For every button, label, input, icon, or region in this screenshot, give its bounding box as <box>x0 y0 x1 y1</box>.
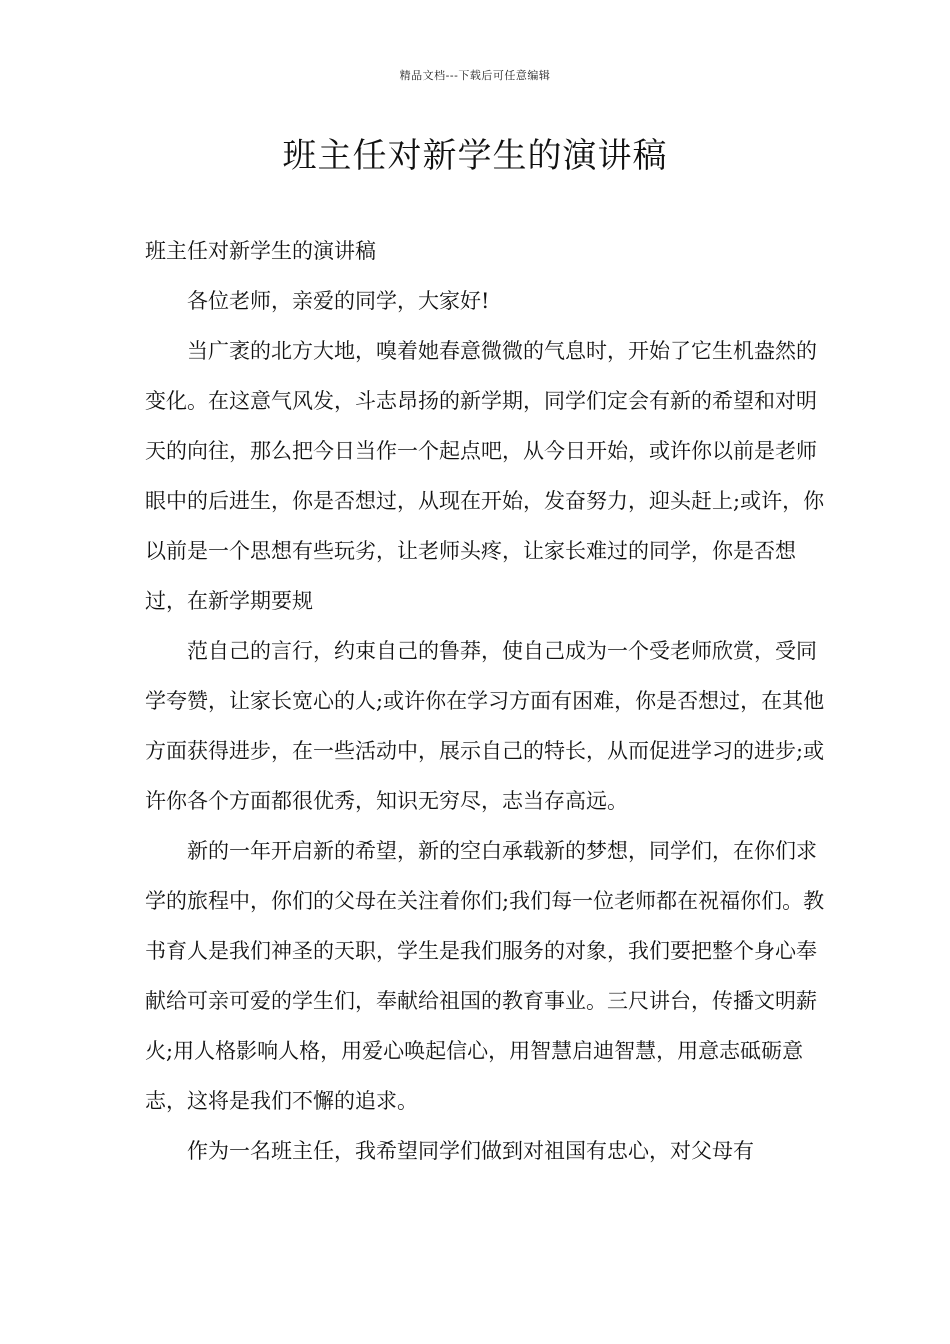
paragraph-2: 范自己的言行，约束自己的鲁莽，使自己成为一个受老师欣赏，受同学夸赞，让家长宽心的人;或许你在学习方面有困难，你是否想过，在其他方面获得进步，在一些活动中，展示自己的特长，从而促进学习的进步;或许你各个方面都很优秀，知识无穷尽，志当存高远。 <box>145 639 825 813</box>
header-note: 精品文档---下载后可任意编辑 <box>399 69 551 82</box>
paragraph-greeting: 各位老师，亲爱的同学，大家好! <box>187 289 490 313</box>
document-body <box>145 226 825 1176</box>
paragraph-3: 新的一年开启新的希望，新的空白承载新的梦想，同学们，在你们求学的旅程中，你们的父母在关注着你们;我们每一位老师都在祝福你们。教书育人是我们神圣的天职，学生是我们服务的对象，我们要把整个身心奉献给可亲可爱的学生们，奉献给祖国的教育事业。三尺讲台，传播文明薪火;用人格影响人格，用爱心唤起信心，用智慧启迪智慧，用意志砥砺意志，这将是我们不懈的追求。 <box>145 839 825 1113</box>
paragraph-1: 当广袤的北方大地，嗅着她春意微微的气息时，开始了它生机盎然的变化。在这意气风发，斗志昂扬的新学期，同学们定会有新的希望和对明天的向往，那么把今日当作一个起点吧，从今日开始，或许你以前是老师眼中的后进生，你是否想过，从现在开始，发奋努力，迎头赶上;或许，你以前是一个思想有些玩劣，让老师头疼，让家长难过的同学，你是否想过，在新学期要规 <box>145 339 825 613</box>
paragraph-4: 作为一名班主任，我希望同学们做到对祖国有忠心，对父母有 <box>187 1139 754 1163</box>
document-subtitle: 班主任对新学生的演讲稿 <box>145 239 376 263</box>
document-title: 班主任对新学生的演讲稿 <box>282 136 668 176</box>
